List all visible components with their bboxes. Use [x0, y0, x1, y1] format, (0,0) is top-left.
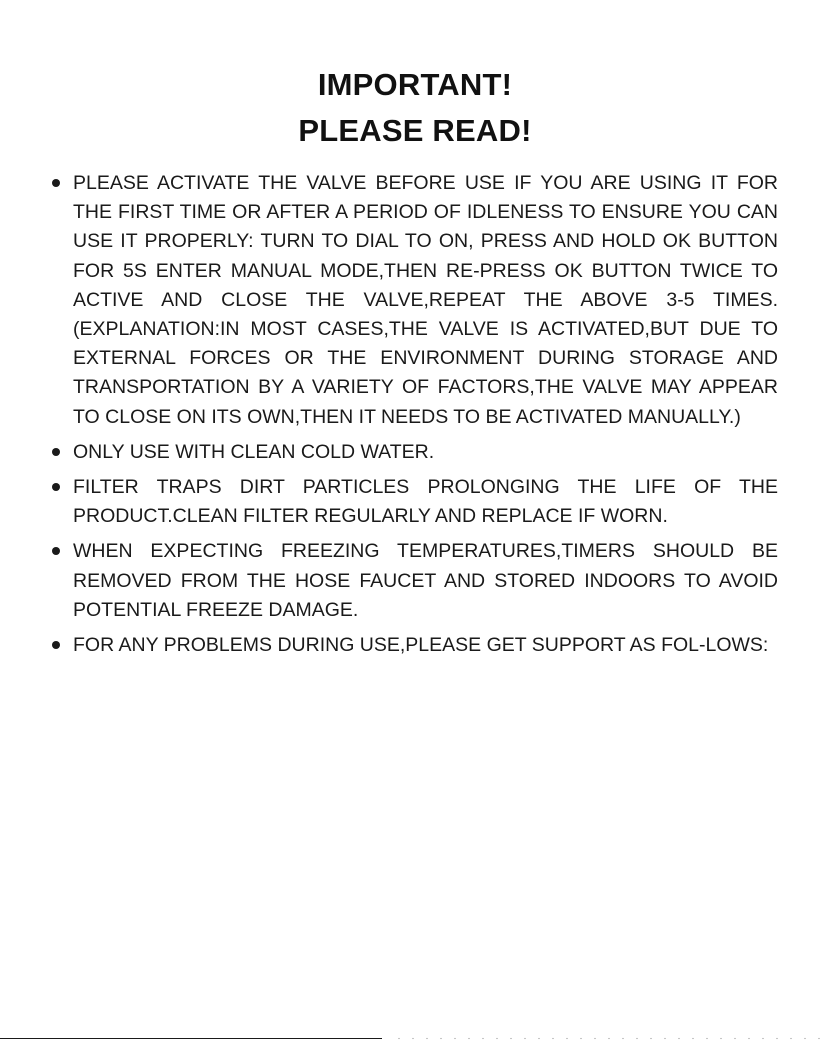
- notice-list: [0, 169, 830, 666]
- notice-filter: [0, 473, 830, 531]
- notice-text: FILTER TRAPS DIRT PARTICLES PROLONGING THE LIFE OF THE PRODUCT.CLEAN FILTER REGULARLY AND REPLACE IF WORN.: [73, 476, 778, 528]
- heading-please-read: PLEASE READ!: [298, 113, 532, 148]
- footer-dotted-edge: [392, 1037, 830, 1040]
- notice-text: FOR ANY PROBLEMS DURING USE,PLEASE GET SUPPORT AS FOL-LOWS:: [73, 634, 769, 657]
- bullet-icon: [52, 641, 60, 649]
- notice-clean-water: [0, 438, 830, 467]
- footer-divider: [0, 1038, 382, 1039]
- notice-text: WHEN EXPECTING FREEZING TEMPERATURES,TIMERS SHOULD BE REMOVED FROM THE HOSE FAUCET AND STORED INDOORS TO AVOID POTENTIAL FREEZE DAMAGE.: [73, 540, 778, 621]
- bullet-icon: [52, 179, 60, 187]
- notice-freezing: [0, 537, 830, 625]
- bullet-icon: [52, 448, 60, 456]
- bullet-icon: [52, 483, 60, 491]
- notice-activate-valve: [0, 169, 830, 432]
- notice-text: PLEASE ACTIVATE THE VALVE BEFORE USE IF YOU ARE USING IT FOR THE FIRST TIME OR AFTER A PERIOD OF IDLENESS TO ENSURE YOU CAN USE IT PROPERLY: TURN TO DIAL TO ON, PRESS AND HOLD OK BUTTON FOR 5S ENTER MANUAL MODE,THEN RE-PRESS OK BUTTON TWICE TO ACTIVE AND CLOSE THE VALVE,REPEAT THE ABOVE 3-5 TIMES.(EXPLANATION:IN MOST CASES,THE VALVE IS ACTIVATED,BUT DUE TO EXTERNAL FORCES OR THE ENVIRONMENT DURING STORAGE AND TRANSPORTATION BY A VARIETY OF FACTORS,THE VALVE MAY APPEAR TO CLOSE ON ITS OWN,THEN IT NEEDS TO BE ACTIVATED MANUALLY.): [73, 172, 778, 428]
- notice-text: ONLY USE WITH CLEAN COLD WATER.: [73, 440, 435, 463]
- notice-support: [0, 631, 830, 660]
- heading: [0, 62, 830, 154]
- bullet-icon: [52, 547, 60, 555]
- heading-important: IMPORTANT!: [317, 67, 513, 102]
